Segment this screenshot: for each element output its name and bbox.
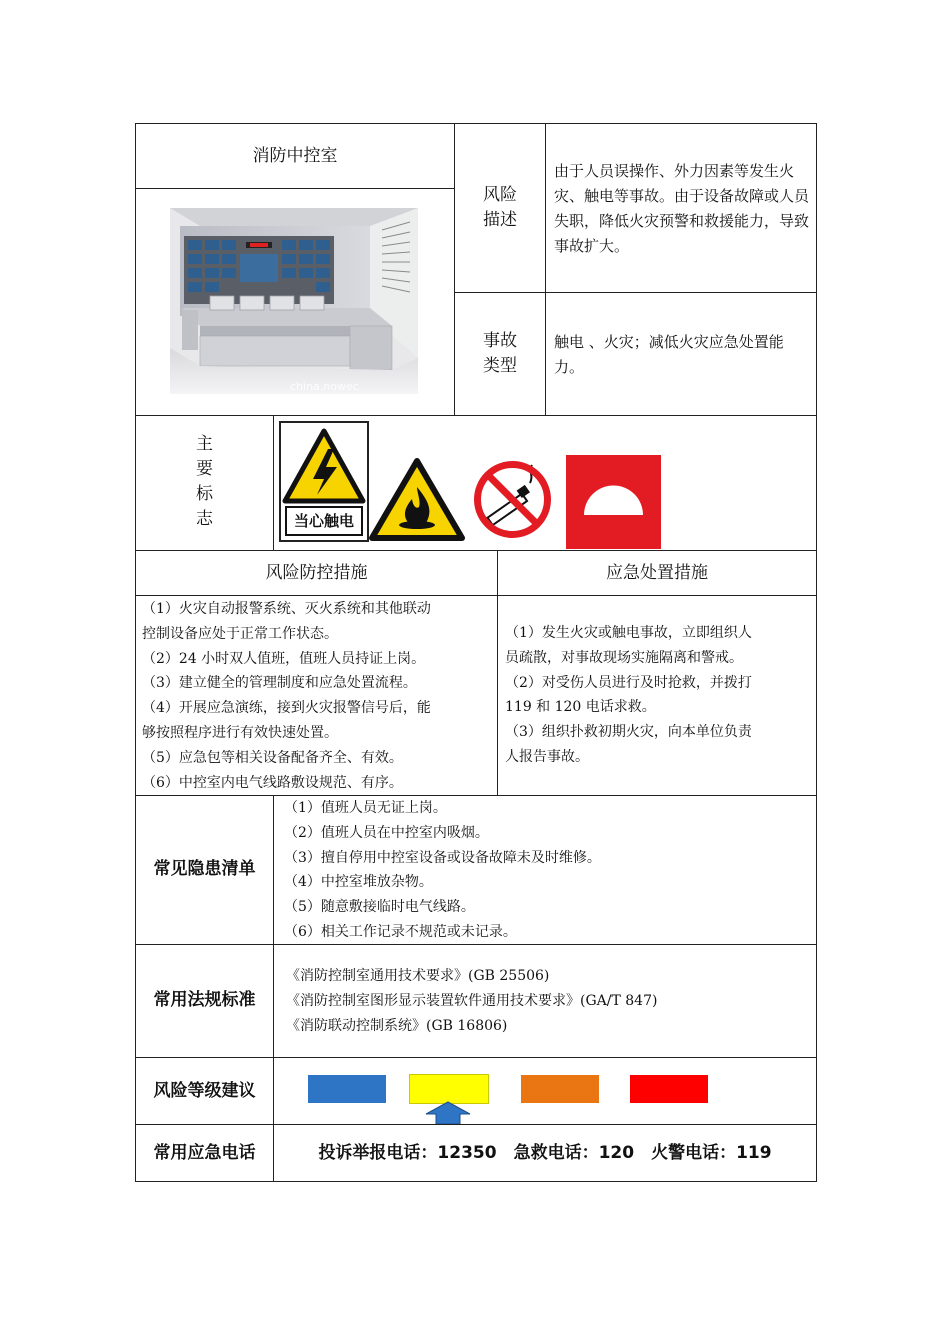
- prevention-header: 风险防控措施: [265, 563, 368, 583]
- flammable-warning-icon: [369, 457, 465, 542]
- risk-level-label: 风险等级建议: [153, 1081, 256, 1101]
- risk-level-bar-yellow: [410, 1075, 488, 1103]
- list-item: （6）中控室内电气线路敷设规范、有序。: [142, 774, 403, 791]
- list-item: （4）中控室堆放杂物。: [284, 874, 433, 891]
- risk-level-bar-orange: [521, 1075, 599, 1103]
- prevention-list: [142, 597, 495, 795]
- list-item: （2）对受伤人员进行及时抢救，并拨打: [505, 674, 752, 691]
- list-item: （5）随意敷接临时电气线路。: [284, 899, 475, 916]
- regulations-list: [286, 964, 814, 1038]
- emergency-phones-text: 投诉举报电话：12350 急救电话：120 火警电话：119: [318, 1143, 772, 1163]
- risk-level-bar-red: [630, 1075, 708, 1103]
- emergency-header: 应急处置措施: [606, 563, 708, 583]
- accident-type-label: 事故 类型: [483, 331, 517, 376]
- list-item: （1）发生火灾或触电事故，立即组织人: [505, 625, 752, 641]
- no-smoking-icon: [466, 457, 559, 542]
- hazards-list: [284, 796, 812, 945]
- list-item: 《消防联动控制系统》(GB 16806): [286, 1017, 508, 1034]
- list-item: （3）擅自停用中控室设备或设备故障未及时维修。: [284, 849, 601, 866]
- list-item: （5）应急包等相关设备配备齐全、有效。: [142, 749, 403, 766]
- control-room-photo: [170, 208, 418, 394]
- list-item: （2）值班人员在中控室内吸烟。: [284, 824, 489, 841]
- list-item: （1）火灾自动报警系统、灭火系统和其他联动: [142, 601, 431, 617]
- list-item: 《消防控制室图形显示装置软件通用技术要求》(GA/T 847): [286, 992, 658, 1009]
- list-item: 119 和 120 电话求救。: [505, 699, 656, 716]
- page-title: 消防中控室: [252, 146, 338, 166]
- list-item: 人报告事故。: [505, 748, 589, 765]
- list-item: 《消防控制室通用技术要求》(GB 25506): [286, 968, 550, 984]
- list-item: （6）相关工作记录不规范或未记录。: [284, 923, 517, 940]
- accident-type-text: 触电 、火灾；减低火灾应急处置能力。: [554, 333, 784, 376]
- list-item: （2）24 小时双人值班，值班人员持证上岗。: [142, 650, 426, 667]
- regulations-label: 常用法规标准: [153, 990, 256, 1010]
- list-item: 够按照程序进行有效快速处置。: [142, 724, 338, 741]
- signs-label: 主 要 标 志: [196, 434, 213, 529]
- phones-label: 常用应急电话: [153, 1143, 256, 1163]
- emergency-list: [505, 621, 813, 770]
- list-item: （4）开展应急演练，接到火灾报警信号后，能: [142, 700, 431, 717]
- list-item: （1）值班人员无证上岗。: [284, 800, 447, 816]
- fire-extinguisher-sign-icon: [566, 455, 661, 549]
- list-item: 员疏散，对事故现场实施隔离和警戒。: [505, 649, 743, 666]
- electric-shock-warning-icon: [279, 421, 369, 542]
- photo-watermark: china.nowec: [290, 380, 359, 393]
- risk-level-selected-arrow-icon: [424, 1101, 472, 1124]
- hazards-label: 常见隐患清单: [153, 859, 256, 879]
- sign-caption: 当心触电: [293, 512, 354, 530]
- list-item: （3）组织扑救初期火灾，向本单位负责: [505, 724, 752, 741]
- risk-description-text: 由于人员误操作、外力因素等发生火灾、触电等事故。由于设备故障或人员失职，降低火灾预警和救援能力，导致事故扩大。: [554, 162, 810, 255]
- list-item: （3）建立健全的管理制度和应急处置流程。: [142, 675, 417, 692]
- risk-description-label: 风险 描述: [483, 185, 517, 230]
- list-item: 控制设备应处于正常工作状态。: [142, 625, 338, 642]
- risk-level-bar-blue: [308, 1075, 386, 1103]
